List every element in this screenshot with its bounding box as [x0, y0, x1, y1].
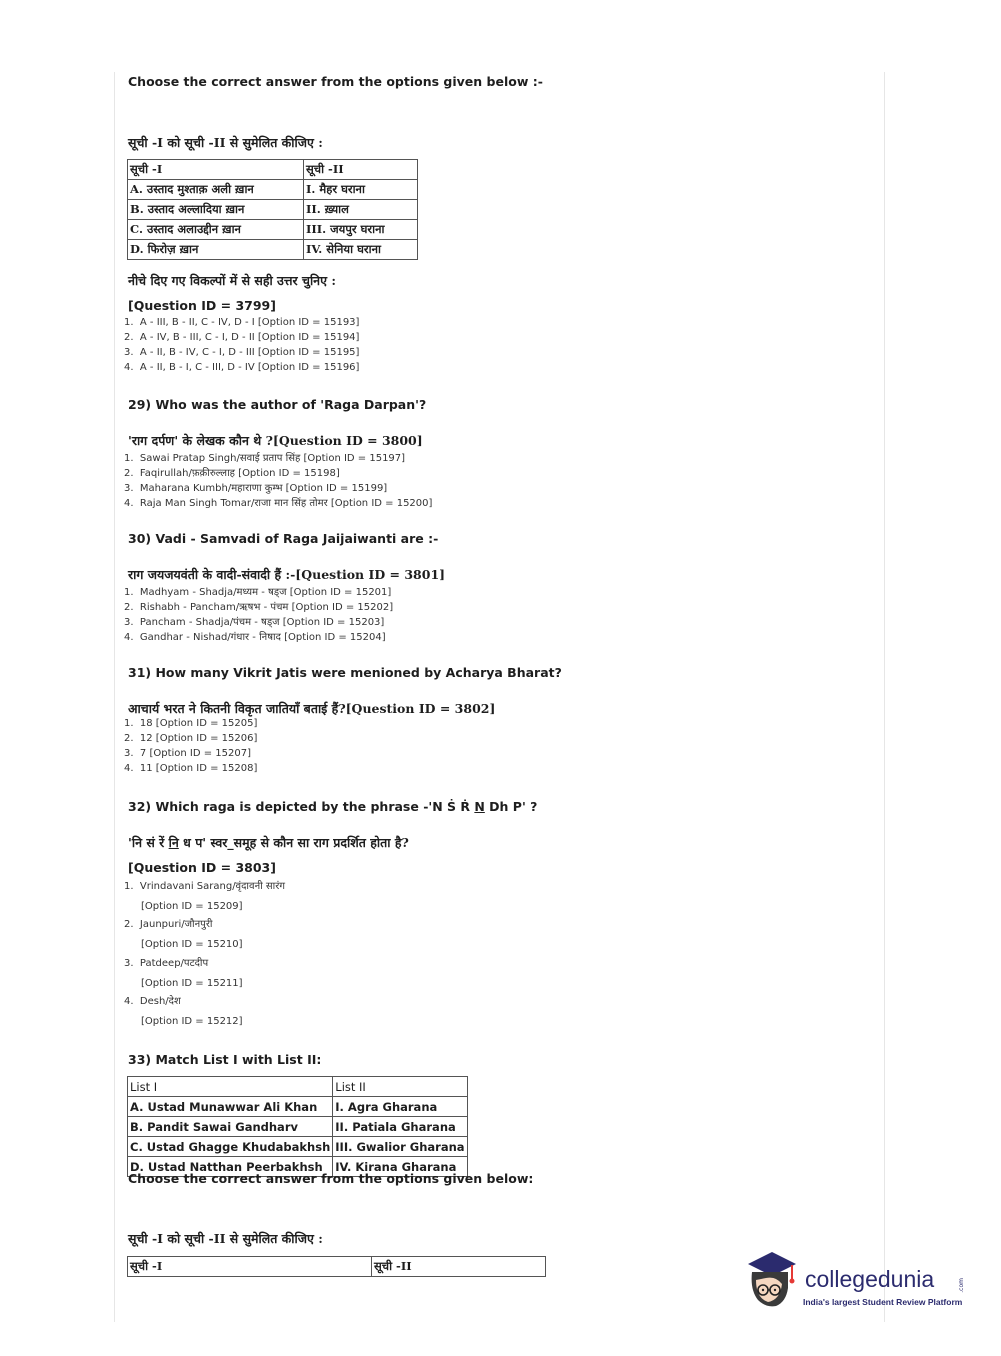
option-id: [Option ID = 15210] [141, 939, 243, 950]
table-header-row [128, 160, 418, 180]
table-row [128, 1137, 468, 1157]
table-cell: II. Patiala Gharana [333, 1117, 467, 1137]
option-text: A - II, B - IV, C - I, D - III [Option ID = 15195] [139, 347, 360, 358]
option-text: Gandhar - Nishad/गंधार - निषाद [Option ID = 15204] [139, 632, 386, 643]
option-text: Pancham - Shadja/पंचम - षड्ज [Option ID = 15203] [139, 617, 385, 628]
option-3: 3. A - II, B - IV, C - I, D - III [Option ID = 15195] [124, 347, 360, 358]
table-row [128, 1117, 468, 1137]
option-text: Faqirullah/फ़क़ीरुल्लाह [Option ID = 15198] [139, 468, 340, 479]
option-text: A - III, B - II, C - IV, D - I [Option ID = 15193] [139, 317, 360, 328]
option-text: Madhyam - Shadja/मध्यम - षड्ज [Option ID = 15201] [139, 587, 392, 598]
logo-domain: .com [958, 1278, 965, 1293]
choose-instruction: Choose the correct answer from the options given below :- [128, 74, 543, 89]
option-id: [Option ID = 15212] [141, 1016, 243, 1027]
option-text: Sawai Pratap Singh/सवाई प्रताप सिंह [Option ID = 15197] [139, 453, 406, 464]
table-cell: III. Gwalior Gharana [333, 1137, 467, 1157]
option-2: 2. Rishabh - Pancham/ऋषभ - पंचम [Option ID = 15202] [124, 602, 394, 613]
option-text: 11 [Option ID = 15208] [139, 763, 258, 774]
option-3: 3. Patdeep/पटदीप [124, 958, 209, 969]
table-cell: IV. Kirana Gharana [333, 1157, 467, 1177]
table-cell: सूची -II [372, 1257, 546, 1277]
option-1: 1. A - III, B - II, C - IV, D - I [Option ID = 15193] [124, 317, 360, 328]
table-cell: I. Agra Gharana [333, 1097, 467, 1117]
table-cell: A. Ustad Munawwar Ali Khan [128, 1097, 333, 1117]
table-header-row [128, 1077, 468, 1097]
option-1: 1. 18 [Option ID = 15205] [124, 718, 258, 729]
option-text: Patdeep/पटदीप [139, 958, 209, 969]
mascot-icon [742, 1250, 802, 1312]
question-31-title: 31) How many Vikrit Jatis were menioned by Acharya Bharat? [128, 665, 562, 680]
table-cell: C. उस्ताद अलाउद्दीन ख़ान [128, 220, 304, 240]
hindi-text: 'नि सं रें [128, 835, 169, 850]
hindi-match-instruction: सूची -I को सूची -II से सुमेलित कीजिए : [128, 1231, 323, 1246]
table-row [128, 240, 418, 260]
option-id: [Option ID = 15209] [141, 901, 243, 912]
table-cell: IV. सेनिया घराना [304, 240, 418, 260]
match-table-hindi [127, 159, 418, 260]
table-cell: List I [128, 1077, 333, 1097]
logo-tagline: India's largest Student Review Platform [803, 1297, 963, 1307]
title-text: Dh P' ? [484, 799, 538, 814]
option-text: A - II, B - I, C - III, D - IV [Option ID = 15196] [139, 362, 360, 373]
question-32-hindi [128, 834, 409, 851]
option-text: Rishabh - Pancham/ऋषभ - पंचम [Option ID = 15202] [139, 602, 394, 613]
option-text: Raja Man Singh Tomar/राजा मान सिंह तोमर [Option ID = 15200] [139, 498, 433, 509]
table-cell: A. उस्ताद मुश्ताक़ अली ख़ान [128, 180, 304, 200]
option-4: 4. Desh/देश [124, 996, 181, 1007]
question-id: [Question ID = 3799] [128, 298, 276, 313]
table-row [128, 200, 418, 220]
collegedunia-logo [742, 1248, 972, 1318]
question-31-hindi: आचार्य भरत ने कितनी विकृत जातियाँ बताई हैं?[Question ID = 3802] [128, 701, 496, 716]
question-33-title: 33) Match List I with List II: [128, 1052, 322, 1067]
option-text: 7 [Option ID = 15207] [139, 748, 251, 759]
option-text: A - IV, B - III, C - I, D - II [Option ID = 15194] [139, 332, 360, 343]
underlined-note: नि [168, 835, 179, 850]
option-2: 2. 12 [Option ID = 15206] [124, 733, 258, 744]
table-cell: II. ख़्याल [304, 200, 418, 220]
question-30-hindi: राग जयजयवंती के वादी-संवादी हैं :-[Question ID = 3801] [128, 567, 446, 582]
table-row [128, 180, 418, 200]
option-4: 4. Gandhar - Nishad/गंधार - निषाद [Option ID = 15204] [124, 632, 386, 643]
option-text: Maharana Kumbh/महाराणा कुम्भ [Option ID = 15199] [139, 483, 388, 494]
left-margin-line [114, 72, 115, 1322]
table-cell: B. Pandit Sawai Gandharv [128, 1117, 333, 1137]
table-row [128, 220, 418, 240]
table-cell: सूची -II [304, 160, 418, 180]
question-29-title: 29) Who was the author of 'Raga Darpan'? [128, 397, 427, 412]
choose-instruction: Choose the correct answer from the options given below: [128, 1171, 534, 1186]
option-3: 3. 7 [Option ID = 15207] [124, 748, 251, 759]
underlined-note: N [474, 799, 485, 814]
option-text: 18 [Option ID = 15205] [139, 718, 258, 729]
option-id: [Option ID = 15211] [141, 978, 243, 989]
option-text: Vrindavani Sarang/वृंदावनी सारंग [139, 881, 285, 892]
match-table-hindi-partial [127, 1256, 546, 1277]
table-cell: D. Ustad Natthan Peerbakhsh [128, 1157, 333, 1177]
option-text: Jaunpuri/जौनपुरी [139, 919, 213, 930]
logo-wordmark: collegedunia [805, 1266, 935, 1292]
option-3: 3. Maharana Kumbh/महाराणा कुम्भ [Option ID = 15199] [124, 483, 388, 494]
title-text: 32) Which raga is depicted by the phrase -'N Ṡ Ṙ [128, 799, 475, 814]
option-4: 4. A - II, B - I, C - III, D - IV [Option ID = 15196] [124, 362, 360, 373]
table-cell: सूची -I [128, 160, 304, 180]
hindi-text: ध प' स्वर_समूह से कौन सा राग प्रदर्शित होता है? [178, 835, 409, 850]
table-header-row [128, 1257, 546, 1277]
table-cell: सूची -I [128, 1257, 372, 1277]
question-29-hindi: 'राग दर्पण' के लेखक कौन थे ?[Question ID = 3800] [128, 433, 423, 448]
option-4: 4. Raja Man Singh Tomar/राजा मान सिंह तोमर [Option ID = 15200] [124, 498, 433, 509]
table-cell: III. जयपुर घराना [304, 220, 418, 240]
table-cell: I. मैहर घराना [304, 180, 418, 200]
option-1: 1. Vrindavani Sarang/वृंदावनी सारंग [124, 881, 285, 892]
question-32-title [128, 799, 537, 814]
table-row [128, 1097, 468, 1117]
hindi-match-instruction: सूची -I को सूची -II से सुमेलित कीजिए : [128, 135, 323, 150]
match-table-english [127, 1076, 468, 1177]
table-cell: C. Ustad Ghagge Khudabakhsh [128, 1137, 333, 1157]
table-cell: D. फिरोज़ ख़ान [128, 240, 304, 260]
table-cell: B. उस्ताद अल्लादिया ख़ान [128, 200, 304, 220]
option-2: 2. A - IV, B - III, C - I, D - II [Option ID = 15194] [124, 332, 360, 343]
question-id: [Question ID = 3803] [128, 860, 276, 875]
option-2: 2. Faqirullah/फ़क़ीरुल्लाह [Option ID = 15198] [124, 468, 340, 479]
hindi-choose-instruction: नीचे दिए गए विकल्पों में से सही उत्तर चुनिए : [128, 273, 336, 288]
option-1: 1. Madhyam - Shadja/मध्यम - षड्ज [Option ID = 15201] [124, 587, 392, 598]
option-1: 1. Sawai Pratap Singh/सवाई प्रताप सिंह [Option ID = 15197] [124, 453, 406, 464]
option-2: 2. Jaunpuri/जौनपुरी [124, 919, 213, 930]
question-30-title: 30) Vadi - Samvadi of Raga Jaijaiwanti are :- [128, 531, 439, 546]
option-3: 3. Pancham - Shadja/पंचम - षड्ज [Option ID = 15203] [124, 617, 385, 628]
right-margin-line [884, 72, 885, 1322]
table-cell: List II [333, 1077, 467, 1097]
option-text: Desh/देश [139, 996, 181, 1007]
option-text: 12 [Option ID = 15206] [139, 733, 258, 744]
option-4: 4. 11 [Option ID = 15208] [124, 763, 258, 774]
